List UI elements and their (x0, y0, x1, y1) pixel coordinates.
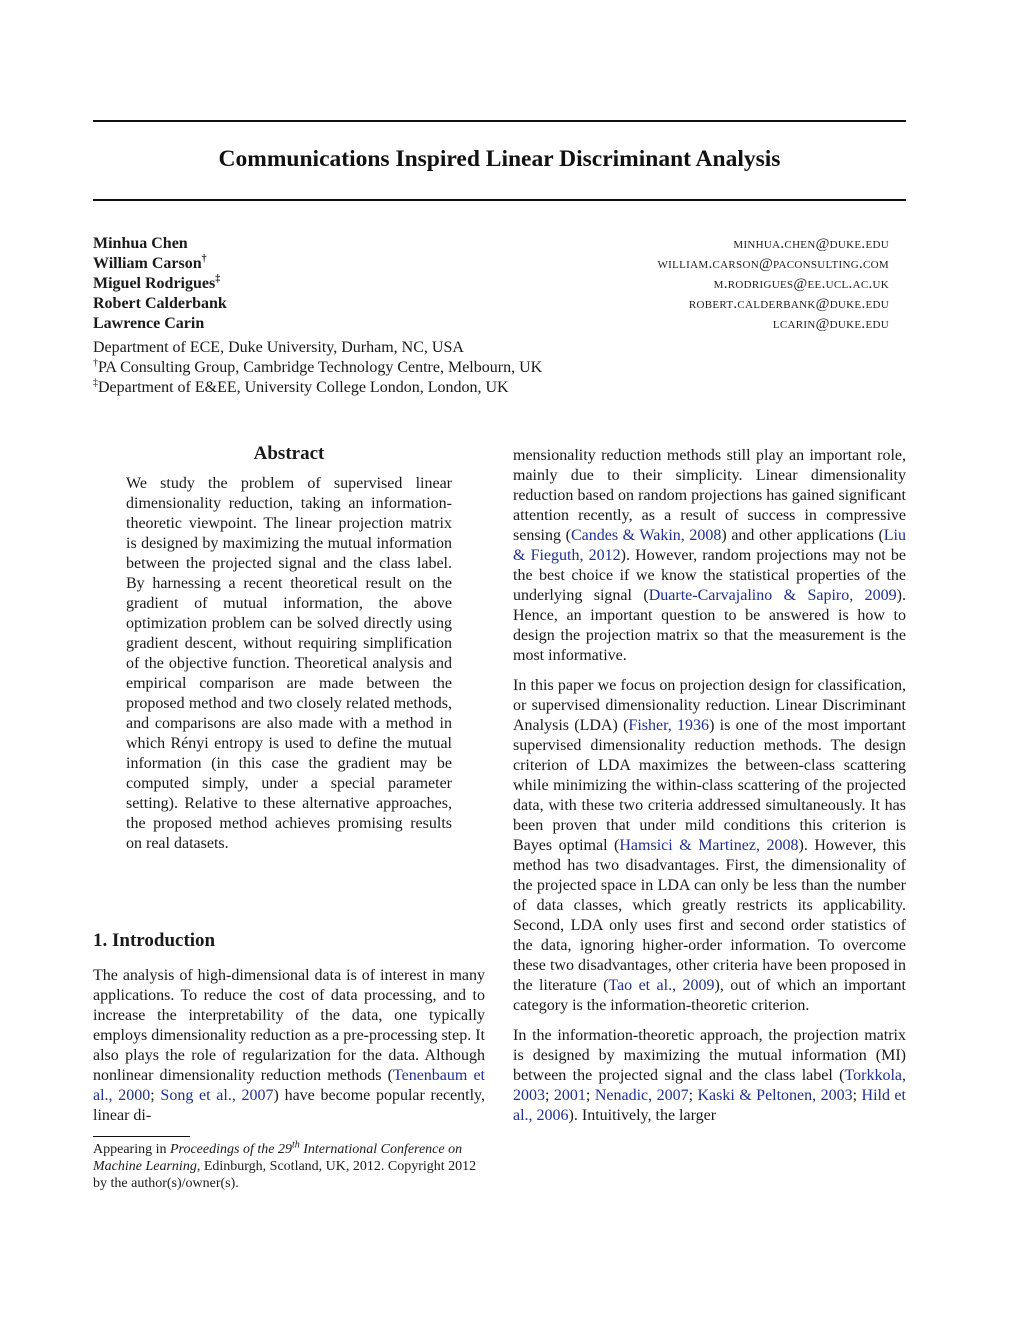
author-list (93, 234, 889, 334)
body-text: In this paper we focus on projection design for classification, or supervised dimensionality reduction. Linear Discriminant Analysis (LDA) ( (513, 677, 906, 734)
author-name (93, 234, 188, 254)
body-text: ), out of which an important category is the information-theoretic criterion. (513, 977, 907, 1014)
citation-link[interactable]: 2001 (553, 1087, 586, 1104)
abstract-heading: Abstract (253, 443, 325, 464)
citation-link[interactable]: Torkkola, 2003 (513, 1067, 906, 1104)
body-text: ). However, random projections may not be the best choice if we know the statistical properties of the underlying signal ( (513, 547, 906, 604)
author-row (93, 314, 889, 334)
body-text: ; (545, 1087, 554, 1104)
author-name (93, 314, 204, 334)
citation-link[interactable]: Candes & Wakin, 2008 (570, 527, 722, 544)
author-mark: ‡ (215, 273, 221, 285)
body-text: ) is one of the most important supervised dimensionality reduction methods. The design criterion of LDA maximizes the between-class scattering while minimizing the within-class scattering of the projected data, with these two criteria addressed simultaneously. It has been proven that under mild conditions this criterion is Bayes optimal ( (513, 717, 907, 854)
author-name (93, 274, 220, 294)
footnote-venue: Proceedings of the 29 (169, 1142, 292, 1157)
author-row (93, 274, 889, 294)
intro-paragraph-1-left (93, 966, 485, 1126)
author-email[interactable]: minhua.chen@duke.edu (733, 236, 889, 252)
body-text: ). Intuitively, the larger (568, 1107, 717, 1124)
author-name-text: Robert Calderbank (93, 295, 227, 312)
citation-link[interactable]: Hamsici & Martinez, 2008 (619, 837, 799, 854)
author-email[interactable]: lcarin@duke.edu (772, 316, 889, 332)
citation-link[interactable]: Liu & Fieguth, 2012 (513, 527, 906, 564)
intro-paragraph-1-right (513, 446, 906, 666)
footnote-rule (93, 1136, 190, 1137)
footnote-venue: International Conference on Machine Learning (93, 1142, 463, 1174)
author-mark: † (201, 253, 207, 265)
citation-link[interactable]: Nenadic, 2007 (594, 1087, 689, 1104)
affiliation-text: Department of ECE, Duke University, Durham, NC, USA (93, 339, 464, 356)
body-text: ; (688, 1087, 698, 1104)
author-name-text: William Carson (93, 255, 202, 272)
body-text: ). Hence, an important question to be answered is how to design the projection matrix so that the measurement is the most informative. (513, 587, 906, 664)
citation-link[interactable]: Hild et al., 2006 (513, 1087, 906, 1124)
citation-link[interactable]: Tenenbaum et al., 2000 (93, 1067, 485, 1104)
author-name (93, 254, 207, 274)
body-text: The analysis of high-dimensional data is of interest in many applications. To reduce the cost of data processing, and to increase the interpretability of the data, one typically employs dimensionality reduction as a pre-processing step. It also plays the role of regularization for the data. Although nonlinear dimensionality reduction methods ( (93, 967, 485, 1084)
intro-paragraph-2 (513, 676, 906, 1016)
section-heading-introduction: 1. Introduction (93, 930, 216, 951)
author-name-text: Minhua Chen (93, 235, 188, 252)
author-name (93, 294, 227, 314)
citation-link[interactable]: Duarte-Carvajalino & Sapiro, 2009 (648, 587, 897, 604)
author-name-text: Miguel Rodrigues (93, 275, 216, 292)
footnote-text: , Edinburgh, Scotland, UK, 2012. Copyright 2012 by the author(s)/owner(s). (93, 1159, 477, 1191)
footnote-sup: th (291, 1139, 300, 1151)
author-row (93, 234, 889, 254)
body-text: mensionality reduction methods still play an important role, mainly due to their simplicity. Linear dimensionality reduction based on random projections has gained significant attention recently, as a result of success in compressive sensing ( (513, 447, 906, 544)
author-email[interactable]: william.carson@paconsulting.com (657, 256, 889, 272)
body-text: ; (150, 1087, 161, 1104)
author-email[interactable]: m.rodrigues@ee.ucl.ac.uk (713, 276, 889, 292)
affiliation-mark: ‡ (93, 377, 98, 389)
affiliation (93, 338, 542, 358)
affiliation (93, 358, 542, 378)
author-row (93, 254, 889, 274)
affiliation-mark: † (93, 357, 98, 369)
abstract-text: We study the problem of supervised linear dimensionality reduction, taking an information-theoretic viewpoint. The linear projection matrix is designed by maximizing the mutual information between the projected signal and the class label. By harnessing a recent theoretical result on the gradient of mutual information, the above optimization problem can be solved directly using gradient descent, without requiring simplification of the objective function. Theoretical analysis and empirical comparison are made between the proposed method and two closely related methods, and comparisons are also made with a method in which Rényi entropy is used to define the mutual information (in this case the gradient may be computed simply, under a special parameter setting). Relative to these alternative approaches, the proposed method achieves promising results on real datasets. (126, 475, 452, 852)
right-column (513, 446, 906, 1136)
body-text: ) have become popular recently, linear di- (93, 1087, 486, 1124)
affiliation-text: PA Consulting Group, Cambridge Technology Centre, Melbourn, UK (98, 359, 543, 376)
author-name-text: Lawrence Carin (93, 315, 205, 332)
author-email[interactable]: robert.calderbank@duke.edu (688, 296, 889, 312)
title-rule-top (93, 120, 906, 122)
affiliation (93, 378, 542, 398)
paper-title: Communications Inspired Linear Discriminant Analysis (218, 146, 781, 172)
footnote (93, 1141, 489, 1192)
citation-link[interactable]: Fisher, 1936 (628, 717, 710, 734)
author-row (93, 294, 889, 314)
citation-link[interactable]: Tao et al., 2009 (608, 977, 715, 994)
body-text: In the information-theoretic approach, the projection matrix is designed by maximizing the mutual information (MI) between the projected signal and the class label ( (513, 1027, 906, 1084)
affiliation-list (93, 338, 542, 398)
body-text: ; (852, 1087, 862, 1104)
title-rule-bottom (93, 199, 906, 201)
body-text: ). However, this method has two disadvantages. First, the dimensionality of the projected space in LDA can only be less than the number of data classes, which greatly restricts its applicability. Second, LDA only uses first and second order statistics of the data, ignoring higher-order information. To overcome these two disadvantages, other criteria have been proposed in the literature ( (513, 837, 906, 994)
citation-link[interactable]: Song et al., 2007 (160, 1087, 274, 1104)
affiliation-text: Department of E&EE, University College London, London, UK (98, 379, 509, 396)
body-text: ) and other applications ( (721, 527, 884, 544)
citation-link[interactable]: Kaski & Peltonen, 2003 (697, 1087, 853, 1104)
intro-paragraph-3 (513, 1026, 906, 1126)
footnote-text: Appearing in (93, 1142, 170, 1157)
body-text: ; (585, 1087, 595, 1104)
